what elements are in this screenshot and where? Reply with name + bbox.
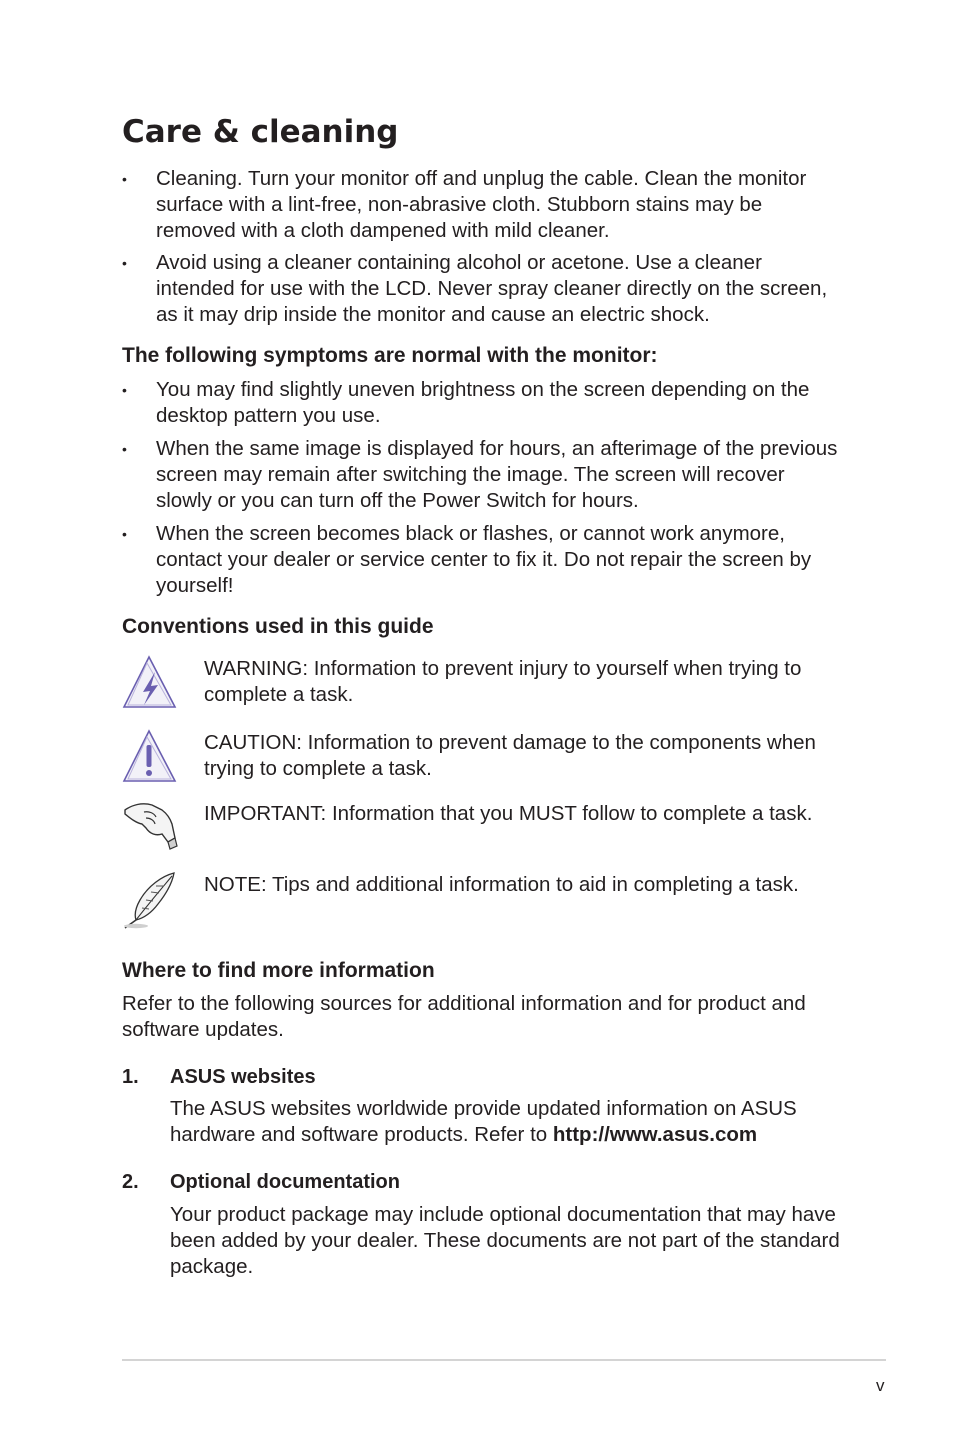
caution-exclamation-icon: [122, 728, 178, 784]
symptoms-heading: The following symptoms are normal with the monitor:: [122, 344, 658, 367]
important-hand-icon: [122, 796, 178, 852]
item-title: ASUS websites: [170, 1066, 316, 1088]
conventions-heading: Conventions used in this guide: [122, 615, 434, 638]
bullet-dot: •: [122, 526, 127, 542]
asus-link[interactable]: http://www.asus.com: [552, 1123, 758, 1146]
bullet-text: When the screen becomes black or flashes, or cannot work anymore, contact your dealer or service center to fix it. Do not repair the screen by yourself!: [156, 522, 812, 597]
note-text: NOTE: Tips and additional information to aid in completing a task.: [204, 873, 799, 896]
more-info-heading: Where to find more information: [122, 959, 435, 982]
page-number: v: [876, 1376, 885, 1395]
bullet-dot: •: [122, 171, 127, 187]
bullet-text: Cleaning. Turn your monitor off and unplug the cable. Clean the monitor surface with a lint-free, non-abrasive cloth. Stubborn stains may be removed with a cloth dampened with mild cleaner.: [156, 167, 807, 242]
important-text: IMPORTANT: Information that you MUST follow to complete a task.: [204, 802, 813, 825]
item-body: [170, 1096, 850, 1148]
list-item: [122, 377, 842, 429]
item-title: Optional documentation: [170, 1171, 400, 1193]
list-item: [122, 521, 842, 599]
item-number: 2.: [122, 1171, 139, 1193]
bullet-dot: •: [122, 255, 127, 271]
warning-lightning-icon: [122, 654, 178, 710]
list-item: [122, 166, 842, 244]
bullet-text: When the same image is displayed for hours, an afterimage of the previous screen may remain after switching the image. The screen will recover slowly or you can turn off the Power Switch for hours.: [156, 437, 838, 512]
item-number: 1.: [122, 1066, 139, 1088]
item-body-text: The ASUS websites worldwide provide updated information on ASUS hardware and software products. Refer to: [170, 1097, 797, 1146]
more-info-intro: Refer to the following sources for additional information and for product and software updates.: [122, 992, 806, 1041]
item-body: Your product package may include optional documentation that may have been added by your dealer. These documents are not part of the standard package.: [170, 1203, 840, 1278]
page-title: Care & cleaning: [122, 114, 399, 150]
note-feather-icon: [122, 870, 178, 930]
bullet-dot: •: [122, 382, 127, 398]
bullet-dot: •: [122, 441, 127, 457]
list-item: [122, 250, 842, 328]
caution-text: CAUTION: Information to prevent damage to the components when trying to complete a task.: [204, 731, 816, 780]
bullet-text: Avoid using a cleaner containing alcohol or acetone. Use a cleaner intended for use with the LCD. Never spray cleaner directly on the screen, as it may drip inside the monitor and cause an electric shock.: [156, 251, 828, 326]
bullet-text: You may find slightly uneven brightness on the screen depending on the desktop pattern you use.: [156, 378, 810, 427]
footer-divider: [122, 1359, 886, 1361]
warning-text: WARNING: Information to prevent injury to yourself when trying to complete a task.: [204, 657, 802, 706]
list-item: [122, 436, 842, 514]
